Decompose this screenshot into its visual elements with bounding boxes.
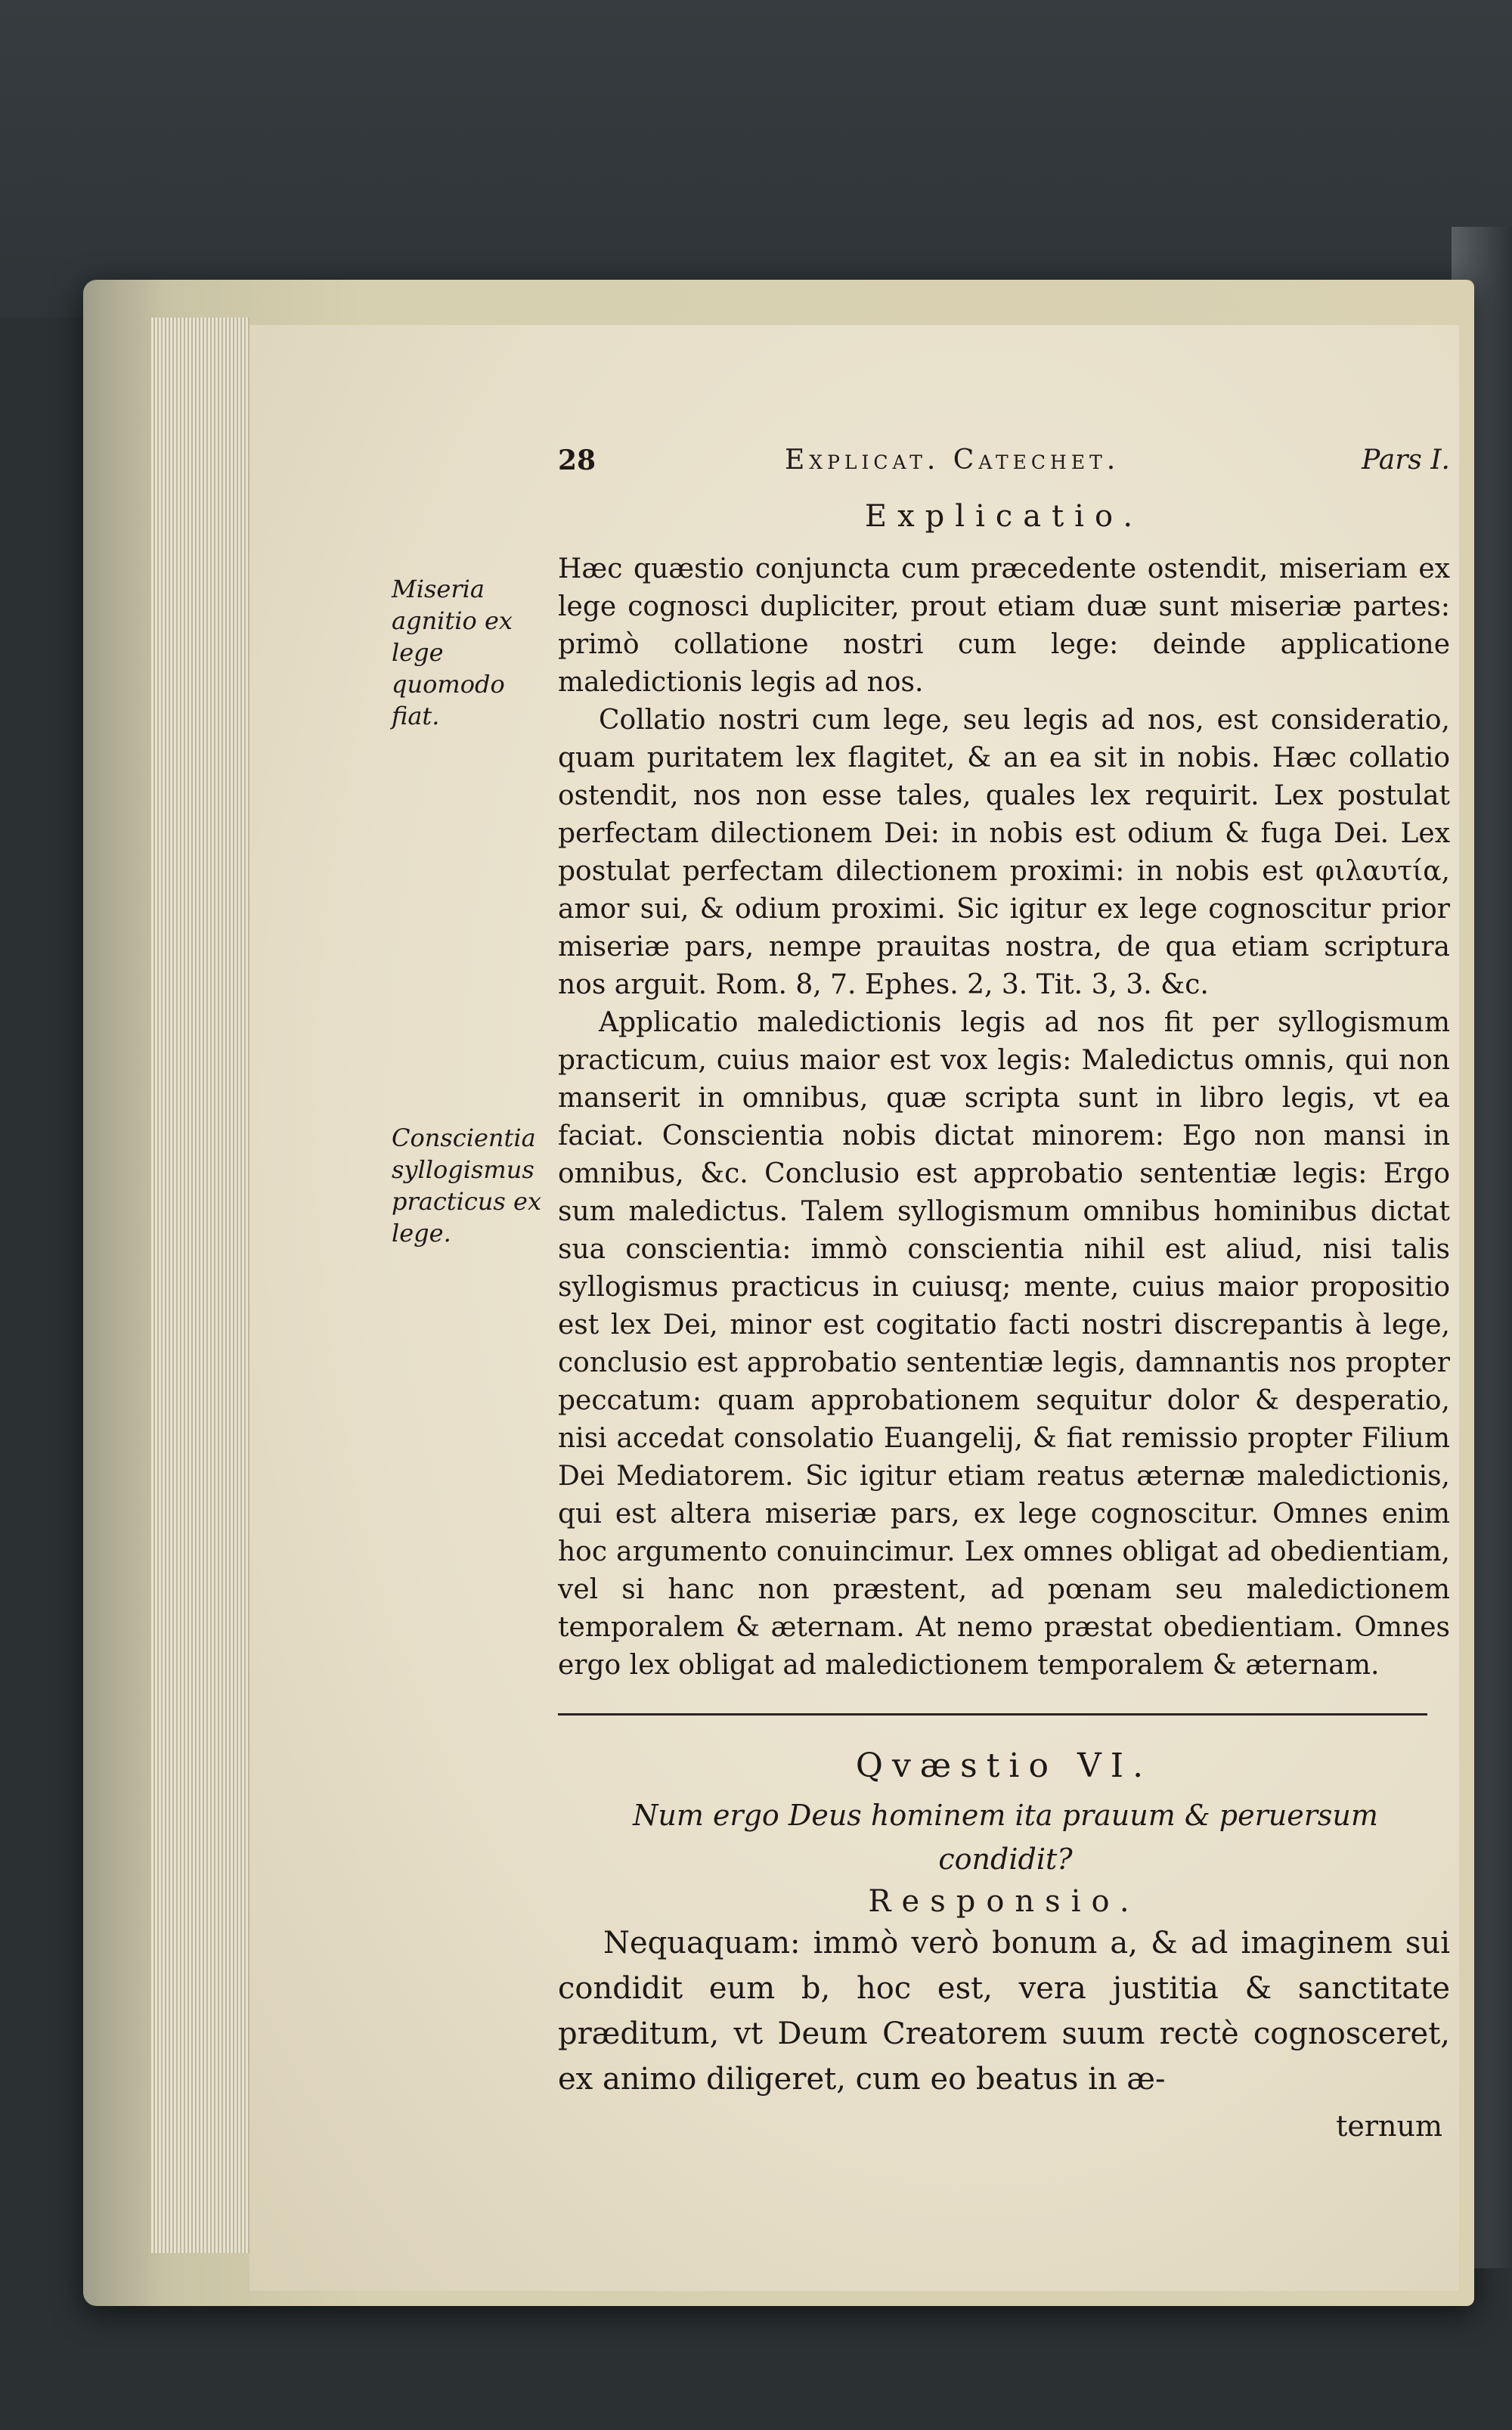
question-title: Qvæstio VI. <box>855 1747 1153 1785</box>
page-number: 28 <box>558 445 596 476</box>
part-label: Pars I. <box>1362 445 1450 476</box>
explicatio-heading: Explicatio. <box>864 499 1144 534</box>
page-edges <box>151 318 249 2253</box>
margin-note: Miseria agnitio ex lege quomodo fiat. <box>392 575 513 730</box>
running-title: Explicat. Catechet. <box>785 445 1120 476</box>
paragraph: Hæc quæstio conjuncta cum præcedente ostendit, miseriam ex lege cognosci dupliciter, prout etiam duæ sunt miseriæ partes: primò collatione nostri cum lege: deinde applicatione maledictionis legis ad nos. <box>558 553 1450 698</box>
responsio-heading: Responsio. <box>868 1884 1140 1919</box>
catchword: ternum <box>1336 2109 1442 2143</box>
running-header <box>558 445 1450 485</box>
responsio-body <box>558 1920 1450 2102</box>
explicatio-body <box>558 550 1450 1685</box>
margin-note: Conscientia syllogismus practicus ex lege. <box>392 1124 541 1248</box>
background <box>0 0 1512 318</box>
section-divider <box>558 1713 1427 1716</box>
paragraph: Applicatio maledictionis legis ad nos fit per syllogismum practicum, cuius maior est vox legis: Maledictus omnis, qui non manserit in omnibus, quæ scripta sunt in libro legis, vt ea faciat. Conscientia nobis dictat minorem: Ego non mansi in omnibus, &c. Conclusio est approbatio sententiæ legis: Ergo sum maledictus. Talem syllogismum omnibus hominibus dictat sua conscientia: immò conscientia nihil est aliud, nisi talis syllogismus practicus in cuiusq; mente, cuius maior propositio est lex Dei, minor est cogitatio facti nostri discrepantis à lege, conclusio est approbatio sententiæ legis, damnantis nos propter peccatum: quam approbationem sequitur dolor & desperatio, nisi accedat consolatio Euangelij, & fiat remissio propter Filium Dei Mediatorem. Sic igitur etiam reatus æternæ maledictionis, qui est altera miseriæ pars, ex lege cognoscitur. Omnes enim hoc argumento conuincimur. Lex omnes obligat ad obedientiam, vel si hanc non præstent, ad pœnam seu maledictionem temporalem & æternam. At nemo præstat obedientiam. Omnes ergo lex obligat ad maledictionem temporalem & æternam. <box>558 1007 1450 1681</box>
paragraph: Nequaquam: immò verò bonum a, & ad imaginem sui condidit eum b, hoc est, vera justitia & sanctitate præditum, vt Deum Creatorem suum rectè cognosceret, ex animo diligeret, cum eo beatus in æ- <box>558 1926 1450 2097</box>
question-text: Num ergo Deus hominem ita prauum & peruersum condidit? <box>633 1799 1378 1876</box>
paragraph: Collatio nostri cum lege, seu legis ad nos, est consideratio, quam puritatem lex flagitet, & an ea sit in nobis. Hæc collatio ostendit, nos non esse tales, quales lex requirit. Lex postulat perfectam dilectionem Dei: in nobis est odium & fuga Dei. Lex postulat perfectam dilectionem proximi: in nobis est φιλαυτία, amor sui, & odium proximi. Sic igitur ex lege cognoscitur prior miseriæ pars, nempe prauitas nostra, de qua etiam scriptura nos arguit. Rom. 8, 7. Ephes. 2, 3. Tit. 3, 3. &c. <box>558 705 1450 1000</box>
